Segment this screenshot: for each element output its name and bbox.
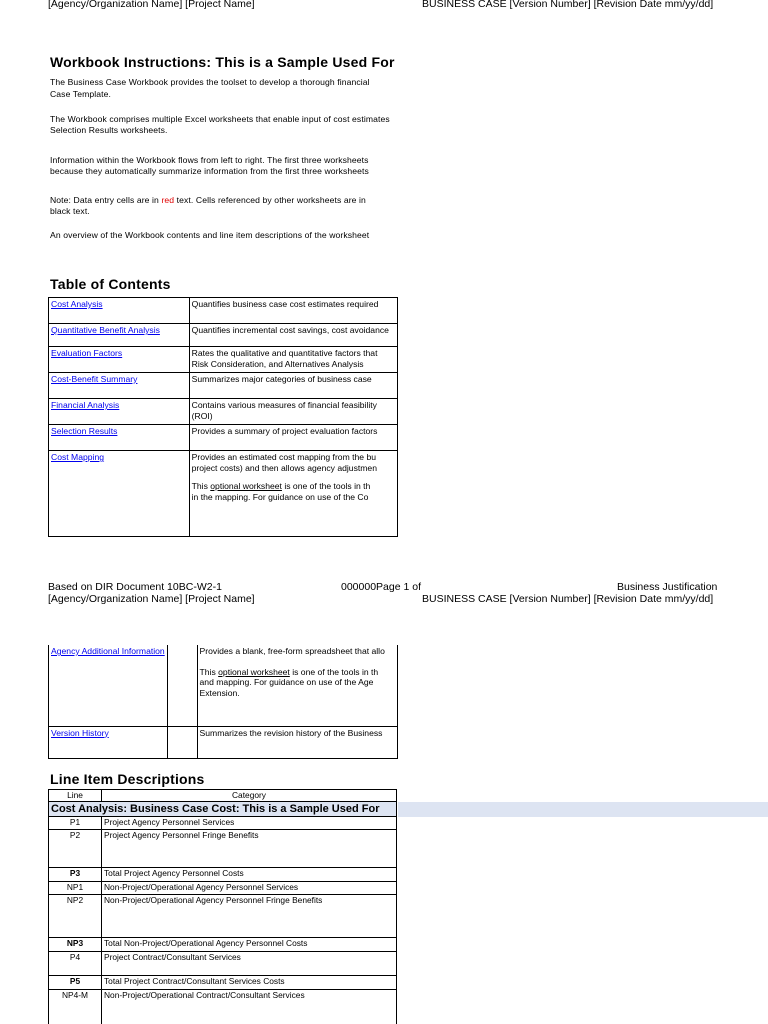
line-code: P3 (49, 868, 102, 882)
toc-desc-line: (ROI) (191, 410, 213, 421)
para2-line2: Selection Results worksheets. (50, 125, 168, 135)
toc-desc (189, 451, 397, 537)
toc-desc-line: project costs) and then allows agency adjustmen (191, 462, 377, 473)
para1-line1: The Business Case Workbook provides the toolset to develop a thorough financial (50, 77, 370, 87)
toc-desc (189, 324, 397, 347)
toc-continued-table (48, 645, 398, 759)
line-table-clip (0, 789, 398, 1024)
para1-line2: Case Template. (50, 89, 111, 99)
category-text: Total Non-Project/Operational Agency Personnel Costs (102, 938, 397, 952)
toc-desc-line: Extension. (199, 687, 240, 698)
workbook-title: Workbook Instructions: This is a Sample Used For (50, 54, 395, 70)
note-prefix: Note: Data entry cells are in (50, 195, 162, 205)
category-text: Total Project Contract/Consultant Services Costs (102, 976, 397, 990)
toc-desc (189, 399, 397, 425)
para3-line2: because they automatically summarize information from the first three worksheets (50, 166, 369, 176)
optional-worksheet-note: This optional worksheet is one of the tools in th (199, 666, 379, 677)
toc-row (49, 373, 398, 399)
line-code: P4 (49, 952, 102, 976)
col-line-header: Line (49, 790, 102, 802)
category-text: Total Project Agency Personnel Costs (102, 868, 397, 882)
page1-content (0, 50, 398, 300)
line-code: NP1 (49, 882, 102, 895)
toc-row (49, 399, 398, 425)
toc-desc (197, 645, 397, 726)
toc-desc-line: Contains various measures of financial feasibility (191, 400, 377, 410)
toc-link-cost-mapping[interactable]: Cost Mapping (51, 452, 105, 462)
toc-desc (189, 347, 397, 373)
table-row (49, 817, 397, 830)
toc-table-clip (0, 297, 398, 541)
toc-desc-line: Rates the qualitative and quantitative factors that (191, 348, 378, 358)
table-header-row (49, 790, 397, 802)
toc-row (49, 347, 398, 373)
toc-desc-line: Risk Consideration, and Alternatives Analysis (191, 358, 364, 369)
page2-header-right: BUSINESS CASE [Version Number] [Revision Date mm/yy/dd] (422, 593, 714, 605)
toc-link-financial-analysis[interactable]: Financial Analysis (51, 400, 120, 410)
toc-desc (189, 373, 397, 399)
toc-link-cost-analysis[interactable]: Cost Analysis (51, 299, 103, 309)
para3-line1: Information within the Workbook flows from left to right. The first three worksheets (50, 155, 369, 165)
category-text: Project Agency Personnel Services (102, 817, 397, 830)
toc-desc-line: Summarizes the revision history of the Business (199, 727, 383, 738)
category-text: Project Contract/Consultant Services (102, 952, 397, 976)
note-red-word: red (161, 195, 175, 205)
line-code: P1 (49, 817, 102, 830)
toc-table (48, 297, 398, 537)
table-row (49, 830, 397, 868)
table-row (49, 990, 397, 1024)
category-text: Non-Project/Operational Contract/Consultant Services (102, 990, 397, 1024)
footer-right: Business Justification (617, 581, 718, 593)
optional-worksheet-text: optional worksheet (218, 666, 290, 677)
toc-link-selection-results[interactable]: Selection Results (51, 426, 118, 436)
table-row (49, 952, 397, 976)
toc-desc-line: Quantifies incremental cost savings, cost avoidance (191, 325, 389, 335)
section-row (49, 802, 397, 817)
toc-desc (189, 298, 397, 324)
toc-link-evaluation-factors[interactable]: Evaluation Factors (51, 348, 123, 358)
section-label: Cost Analysis: Business Case Cost: This is a Sample Used For (49, 802, 397, 817)
toc-desc-line: Quantifies business case cost estimates required (191, 299, 379, 309)
line-code: NP3 (49, 938, 102, 952)
toc-link-agency-additional-information[interactable]: Agency Additional Information (51, 646, 165, 656)
footer-left: Based on DIR Document 10BC-W2-1 (48, 581, 222, 593)
line-item-descriptions-title: Line Item Descriptions (50, 771, 205, 787)
toc-link-cost-benefit-summary[interactable]: Cost-Benefit Summary (51, 374, 138, 384)
table-row (49, 868, 397, 882)
optional-worksheet-text: optional worksheet (210, 481, 282, 491)
note-line1 (50, 195, 366, 206)
toc-row (49, 425, 398, 451)
table-row (49, 938, 397, 952)
table-row (49, 976, 397, 990)
line-code: NP4-M (49, 990, 102, 1024)
note-line2: black text. (50, 206, 90, 216)
para2-line1: The Workbook comprises multiple Excel worksheets that enable input of cost estimates (50, 114, 390, 124)
para5: An overview of the Workbook contents and line item descriptions of the worksheet (50, 230, 370, 240)
toc-desc-line: Provides an estimated cost mapping from the bu (191, 452, 377, 462)
page2-header-left: [Agency/Organization Name] [Project Name] (48, 593, 255, 605)
toc-desc-line: in the mapping. For guidance on use of the Co (191, 491, 369, 502)
toc-row (49, 324, 398, 347)
table-row (49, 895, 397, 938)
toc-desc-line: and mapping. For guidance on use of the Age (199, 677, 374, 687)
category-text: Non-Project/Operational Agency Personnel Services (102, 882, 397, 895)
toc-desc (189, 425, 397, 451)
page1-header-left: [Agency/Organization Name] [Project Name] (48, 0, 255, 10)
line-item-table (48, 789, 397, 1024)
toc-row (49, 645, 398, 726)
optional-worksheet-note: This optional worksheet is one of the tools in th (191, 481, 371, 491)
toc-desc-line: Provides a summary of project evaluation factors (191, 426, 378, 436)
toc-row (49, 726, 398, 758)
table-row (49, 882, 397, 895)
toc-desc-line: Summarizes major categories of business case (191, 374, 372, 384)
toc-desc (197, 726, 397, 758)
col-category-header: Category (102, 790, 397, 802)
toc-link-version-history[interactable]: Version History (51, 727, 109, 738)
line-code: P2 (49, 830, 102, 868)
toc-link-quantitative-benefit-analysis[interactable]: Quantitative Benefit Analysis (51, 325, 160, 335)
toc-title: Table of Contents (50, 276, 171, 292)
toc-continued-clip (0, 645, 398, 763)
toc-row (49, 451, 398, 537)
category-text: Project Agency Personnel Fringe Benefits (102, 830, 397, 868)
section-band (398, 802, 768, 817)
footer-center: 000000Page 1 of (341, 581, 421, 593)
toc-desc-line: Provides a blank, free-form spreadsheet that allo (199, 646, 385, 656)
toc-row (49, 298, 398, 324)
line-code: P5 (49, 976, 102, 990)
category-text: Non-Project/Operational Agency Personnel Fringe Benefits (102, 895, 397, 938)
note-suffix: text. Cells referenced by other worksheets are in (174, 195, 366, 205)
page1-header-right: BUSINESS CASE [Version Number] [Revision Date mm/yy/dd] (422, 0, 714, 10)
line-code: NP2 (49, 895, 102, 938)
